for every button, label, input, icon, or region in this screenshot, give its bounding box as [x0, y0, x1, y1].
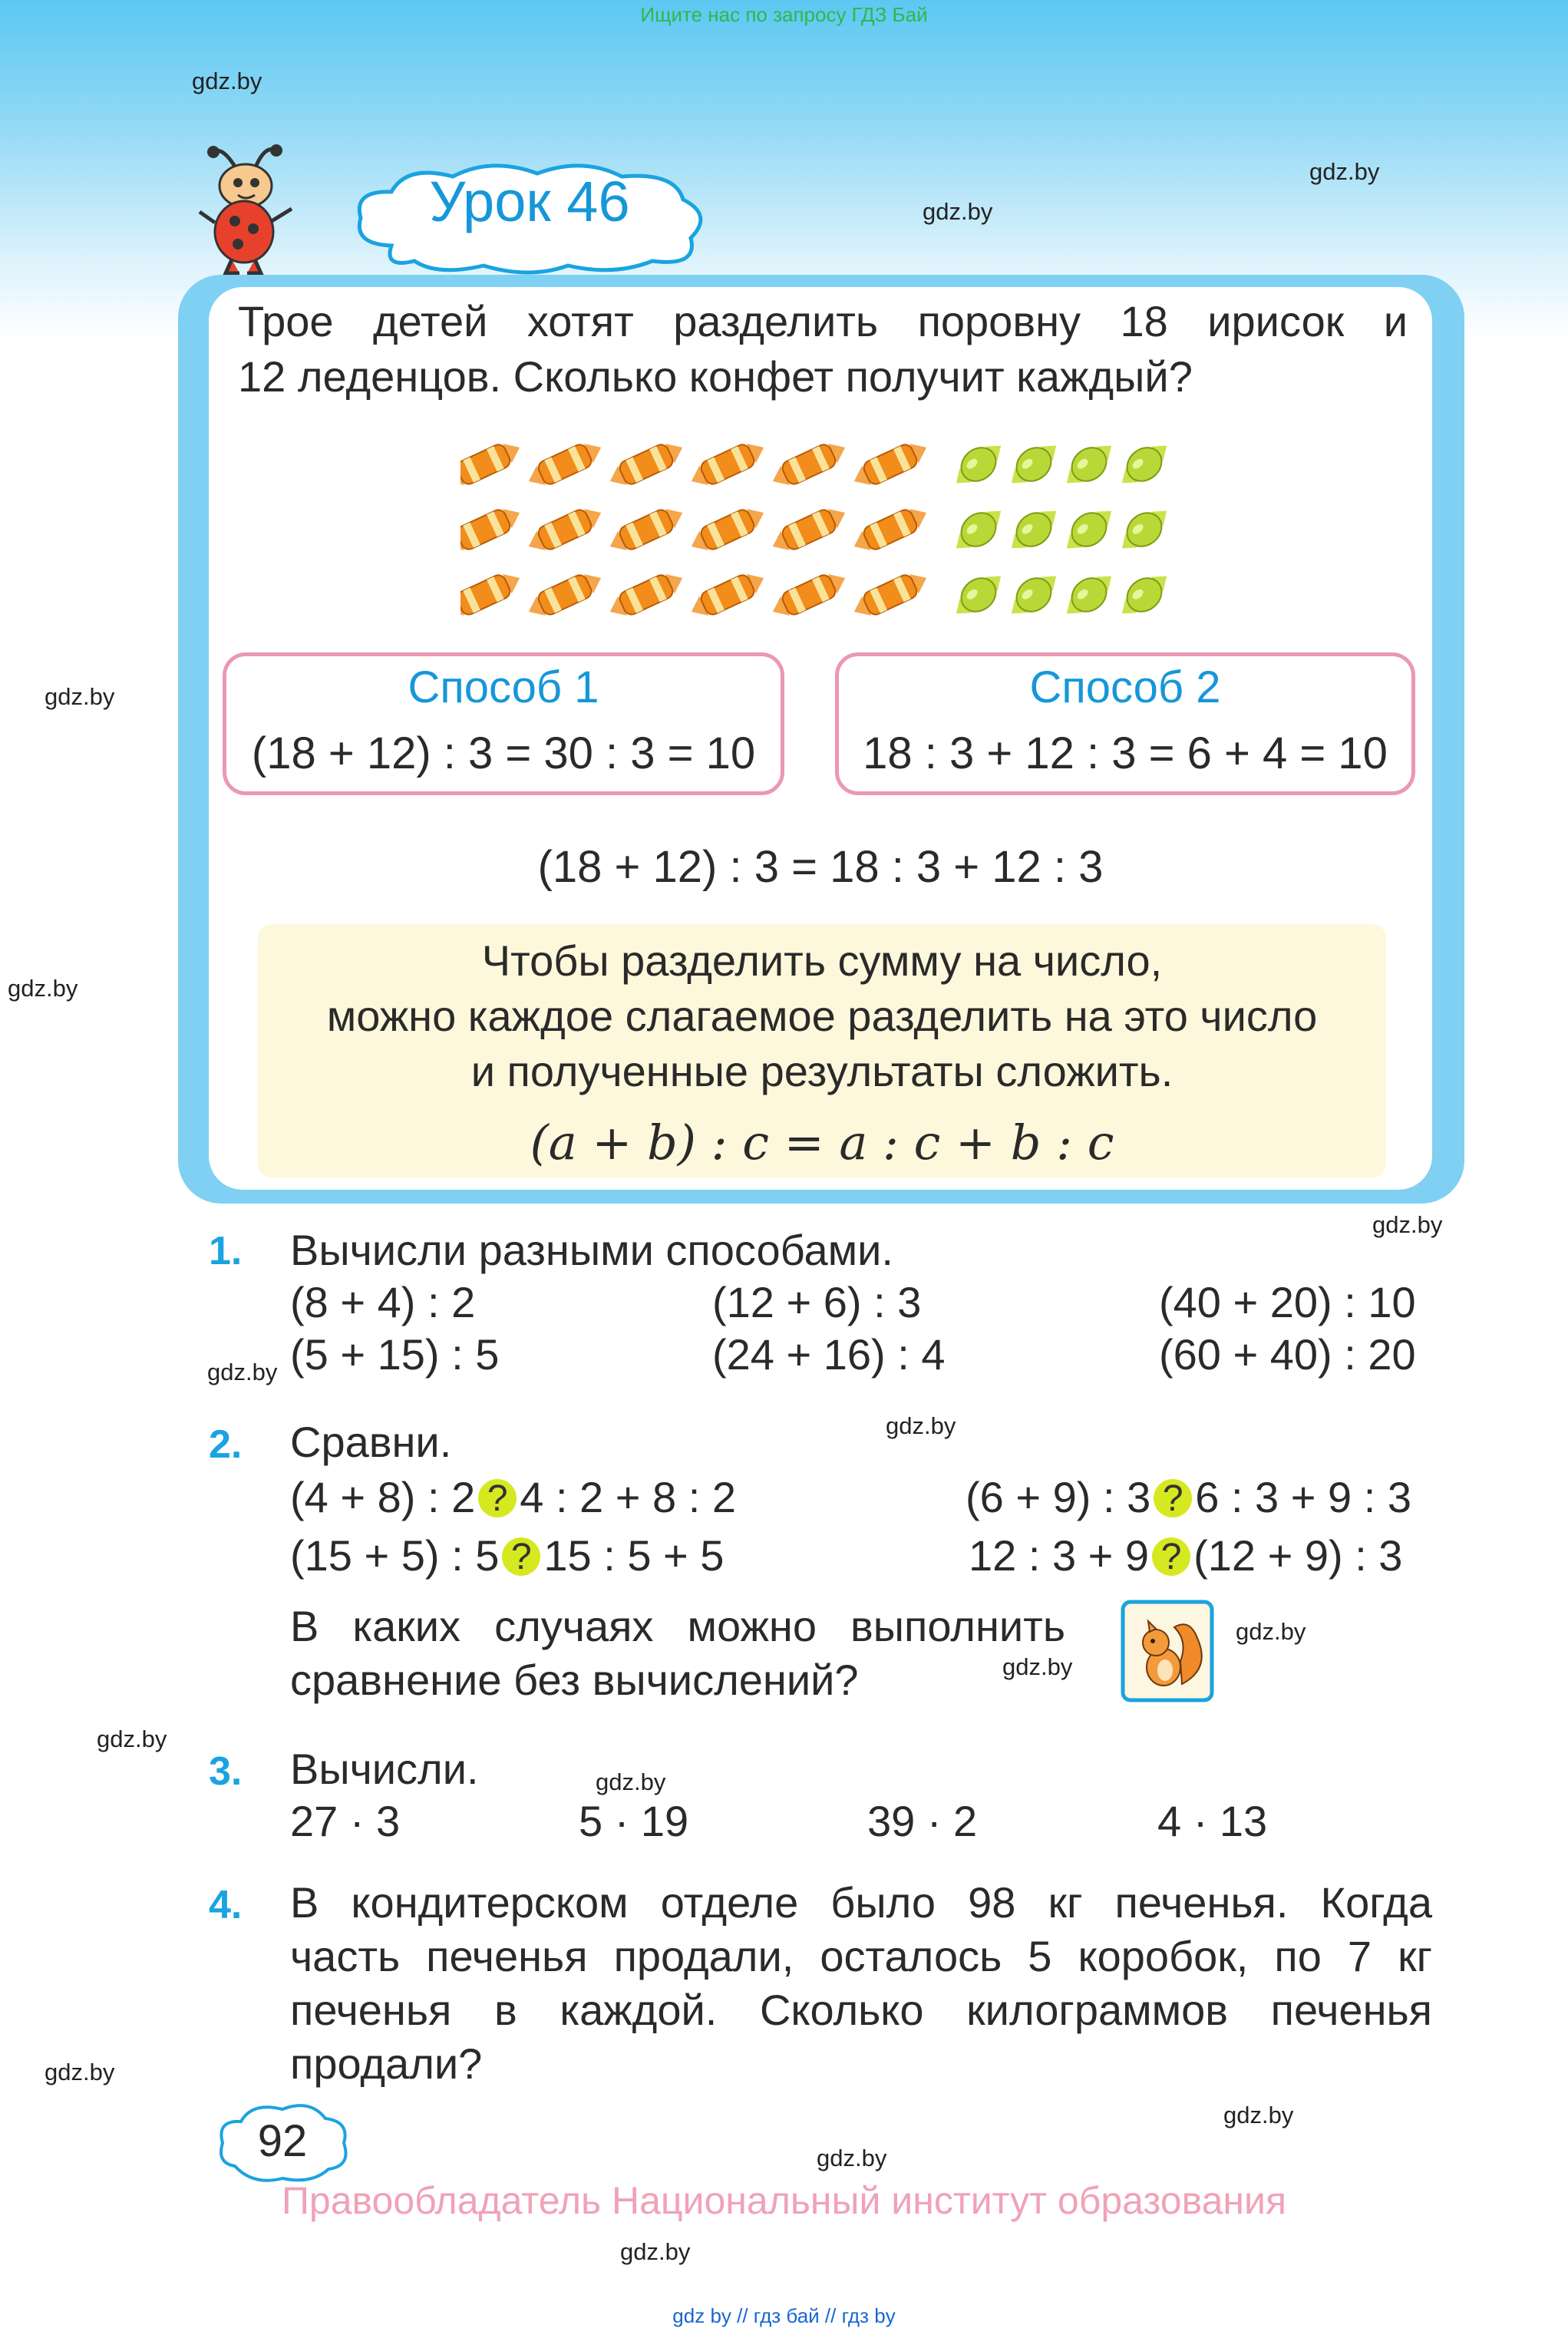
toffee-candy-icon	[686, 437, 769, 493]
top-banner[interactable]: Ищите нас по запросу ГДЗ Бай	[640, 3, 928, 26]
task-3-text: Вычисли.	[290, 1745, 479, 1793]
toffee-candy-icon	[605, 502, 688, 558]
task-1-item: (60 + 40) : 20	[1159, 1330, 1416, 1379]
rule-line-1: Чтобы разделить сумму на число,	[481, 936, 1163, 985]
task-2-number: 2.	[209, 1422, 243, 1467]
compare-question-button[interactable]: ?	[502, 1537, 540, 1576]
copyright: Правообладатель Национальный институт образования	[281, 2179, 1287, 2222]
task-1-item: (12 + 6) : 3	[712, 1278, 922, 1326]
watermark: gdz.by	[596, 1768, 666, 1795]
lollipop-candy-icon	[1112, 434, 1177, 494]
comparison-row	[290, 1529, 724, 1583]
watermark: gdz.by	[97, 1725, 167, 1752]
toffee-candy-icon	[523, 567, 606, 623]
compare-question-button[interactable]: ?	[1152, 1537, 1190, 1576]
rule-formula: (a + b) : c = a : c + b : c	[530, 1115, 1114, 1171]
watermark: gdz.by	[1309, 158, 1380, 185]
task-2-text: Сравни.	[290, 1418, 452, 1466]
toffee-candy-icon	[686, 567, 769, 623]
intro-line-1: Трое детей хотят разделить поровну 18 ирисок и	[238, 297, 1408, 345]
task-2-question-line-2: сравнение без вычислений?	[290, 1656, 859, 1704]
comparison-left: 12 : 3 + 9	[969, 1531, 1150, 1580]
toffee-candy-icon	[767, 437, 850, 493]
lollipop-candy-icon	[1002, 434, 1066, 494]
comparison-right: 6 : 3 + 9 : 3	[1195, 1473, 1411, 1521]
toffee-candy-icon	[605, 567, 688, 623]
task-4-line-3: печенья в каждой. Сколько килограммов печенья	[290, 1986, 1432, 2034]
rule-line-2: можно каждое слагаемое разделить на это число	[326, 992, 1318, 1040]
task-4-line-2: часть печенья продали, осталось 5 коробок, по 7 кг	[290, 1932, 1432, 1980]
toffee-candy-icon	[523, 437, 606, 493]
task-1-item: (5 + 15) : 5	[290, 1330, 500, 1379]
task-3-item: 39 · 2	[867, 1797, 978, 1845]
comparison-right: 4 : 2 + 8 : 2	[520, 1473, 736, 1521]
toffee-candy-icon	[767, 502, 850, 558]
task-1-item: (40 + 20) : 10	[1159, 1278, 1416, 1326]
lollipop-candy-icon	[1002, 564, 1066, 625]
task-4-line-1: В кондитерском отделе было 98 кг печенья. Когда	[290, 1878, 1432, 1927]
task-3-number: 3.	[209, 1749, 243, 1794]
comparison-row	[290, 1471, 736, 1524]
compare-question-button[interactable]: ?	[1154, 1479, 1192, 1517]
squirrel-icon	[1121, 1600, 1214, 1702]
task-1-text: Вычисли разными способами.	[290, 1226, 893, 1274]
watermark: gdz.by	[817, 2145, 887, 2171]
task-1-item: (24 + 16) : 4	[712, 1330, 946, 1379]
watermark: gdz.by	[620, 2238, 691, 2265]
watermark: gdz.by	[1002, 1653, 1073, 1680]
toffee-candy-icon	[686, 502, 769, 558]
task-3-item: 4 · 13	[1157, 1797, 1268, 1845]
toffee-candy-icon	[849, 437, 932, 493]
task-1-item: (8 + 4) : 2	[290, 1278, 476, 1326]
rule-line-3: и полученные результаты сложить.	[470, 1047, 1174, 1095]
watermark: gdz.by	[45, 2059, 115, 2085]
ladybug-icon	[192, 138, 299, 276]
compare-question-button[interactable]: ?	[478, 1479, 517, 1517]
watermark: gdz.by	[1372, 1211, 1443, 1238]
toffee-candy-icon	[460, 437, 525, 493]
lollipop-candy-icon	[1112, 499, 1177, 560]
comparison-left: (15 + 5) : 5	[290, 1531, 500, 1580]
lollipop-candy-icon	[1002, 499, 1066, 560]
lollipop-candy-icon	[1112, 564, 1177, 625]
lollipop-candy-icon	[946, 434, 1011, 494]
toffee-candy-icon	[523, 502, 606, 558]
bottom-banner[interactable]: gdz by // гдз бай // гдз by	[672, 2304, 896, 2327]
method-2-title: Способ 2	[1029, 662, 1221, 712]
lesson-title: Урок 46	[429, 170, 630, 233]
sum-equality: (18 + 12) : 3 = 18 : 3 + 12 : 3	[537, 842, 1104, 892]
task-3-item: 5 · 19	[579, 1797, 689, 1845]
lollipop-candy-icon	[1057, 499, 1121, 560]
comparison-row	[966, 1471, 1411, 1524]
method-1-title: Способ 1	[408, 662, 599, 712]
toffee-candy-icon	[849, 567, 932, 623]
method-2-expression: 18 : 3 + 12 : 3 = 6 + 4 = 10	[863, 728, 1388, 778]
watermark: gdz.by	[1236, 1618, 1306, 1645]
toffee-candy-icon	[460, 567, 525, 623]
toffee-candy-icon	[849, 502, 932, 558]
watermark: gdz.by	[45, 683, 115, 710]
watermark: gdz.by	[1223, 2102, 1294, 2128]
comparison-row	[969, 1529, 1402, 1583]
task-3-item: 27 · 3	[290, 1797, 401, 1845]
candies-illustration	[460, 430, 1182, 637]
lollipop-candy-icon	[1057, 434, 1121, 494]
watermark: gdz.by	[886, 1412, 956, 1439]
watermark: gdz.by	[8, 975, 78, 1002]
comparison-right: (12 + 9) : 3	[1193, 1531, 1403, 1580]
toffee-candy-icon	[605, 437, 688, 493]
comparison-left: (6 + 9) : 3	[966, 1473, 1151, 1521]
watermark: gdz.by	[192, 68, 262, 94]
lollipop-candy-icon	[946, 564, 1011, 625]
toffee-candy-icon	[460, 502, 525, 558]
comparison-left: (4 + 8) : 2	[290, 1473, 476, 1521]
task-4-number: 4.	[209, 1883, 243, 1927]
watermark: gdz.by	[923, 198, 993, 225]
task-2-question-line-1: В каких случаях можно выполнить	[290, 1602, 1065, 1650]
page-number: 92	[257, 2116, 308, 2166]
intro-line-2: 12 леденцов. Сколько конфет получит каждый?	[238, 352, 1193, 401]
lollipop-candy-icon	[946, 499, 1011, 560]
watermark: gdz.by	[207, 1359, 278, 1385]
comparison-right: 15 : 5 + 5	[543, 1531, 725, 1580]
task-4-line-4: продали?	[290, 2039, 483, 2088]
task-1-number: 1.	[209, 1229, 243, 1273]
method-1-expression: (18 + 12) : 3 = 30 : 3 = 10	[251, 728, 756, 778]
lollipop-candy-icon	[1057, 564, 1121, 625]
toffee-candy-icon	[767, 567, 850, 623]
